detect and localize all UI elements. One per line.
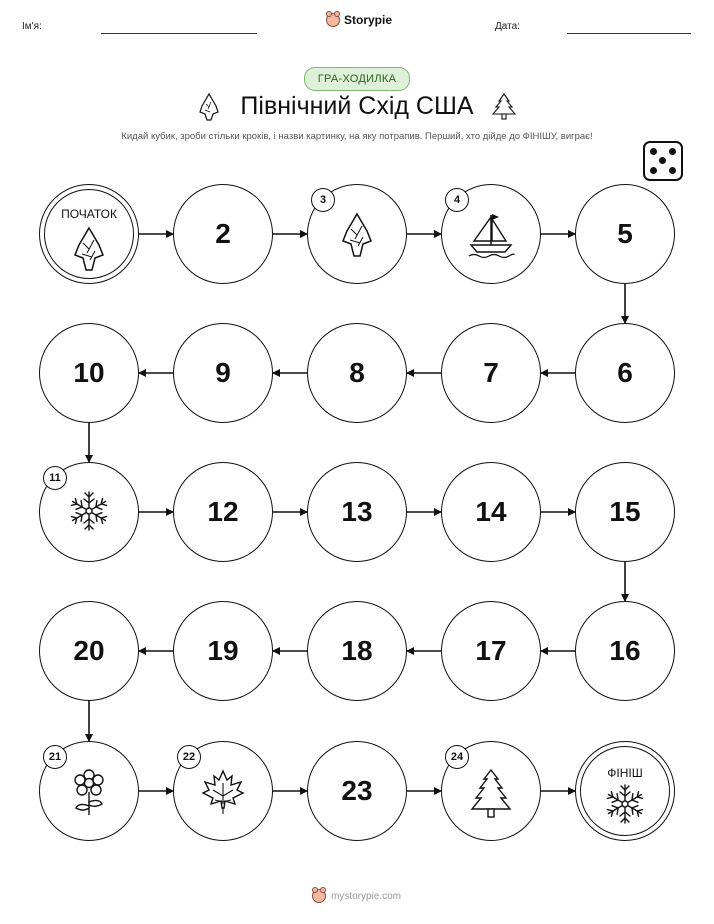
cell-number: 8 — [349, 357, 365, 388]
cell-number: 23 — [341, 775, 373, 806]
cell-number: 9 — [215, 357, 231, 388]
board-cell — [173, 323, 273, 423]
cell-number: 18 — [341, 635, 373, 666]
page-title: Північний Схід США — [240, 92, 474, 120]
footer — [312, 889, 401, 903]
date-label: Дата: — [495, 21, 520, 32]
cell-number: 20 — [73, 635, 105, 666]
cell-number: 12 — [207, 496, 239, 527]
cell-number-badge: 22 — [177, 745, 201, 769]
board-cell — [575, 601, 675, 701]
cell-label: ПОЧАТОК — [61, 207, 117, 221]
cell-number: 16 — [609, 635, 641, 666]
arrowhead-icon — [336, 211, 378, 264]
board-cell — [39, 184, 139, 284]
game-type-badge: ГРА-ХОДИЛКА — [304, 67, 410, 91]
name-label: Ім'я: — [22, 21, 42, 32]
snowflake-icon — [67, 489, 111, 538]
sailboat-icon — [466, 211, 516, 266]
board-cell — [307, 601, 407, 701]
board-cell — [441, 323, 541, 423]
cell-number: 2 — [215, 218, 231, 249]
board-cell — [173, 462, 273, 562]
board-cell — [575, 462, 675, 562]
snowflake-icon — [603, 782, 647, 831]
cell-number: 13 — [341, 496, 373, 527]
cell-number: 6 — [617, 357, 633, 388]
brand-name: Storypie — [344, 13, 393, 27]
cell-number: 5 — [617, 218, 633, 249]
maple-leaf-icon — [200, 768, 246, 821]
board-cell — [575, 323, 675, 423]
board-cell — [441, 601, 541, 701]
board-cell — [307, 741, 407, 841]
cell-number-badge: 24 — [445, 745, 469, 769]
board-cell — [173, 184, 273, 284]
cell-number: 15 — [609, 496, 641, 527]
board-cell — [39, 323, 139, 423]
board-cell — [173, 601, 273, 701]
cell-number-badge: 11 — [43, 466, 67, 490]
cell-number: 10 — [73, 357, 105, 388]
board-cell — [441, 462, 541, 562]
footer-url[interactable]: mystorypie.com — [331, 890, 402, 902]
cell-label: ФІНІШ — [607, 766, 643, 780]
board-cell — [307, 462, 407, 562]
cell-number: 7 — [483, 357, 499, 388]
instructions-text: Кидай кубик, зроби стільки кроків, і назви картинку, на яку потрапив. Перший, хто дійде до ФІНІШУ, виграє! — [121, 131, 593, 142]
cell-number: 14 — [475, 496, 507, 527]
cell-number-badge: 3 — [311, 188, 335, 212]
board-cell — [575, 184, 675, 284]
mascot-icon — [312, 889, 326, 903]
board-cell — [39, 601, 139, 701]
cell-number-badge: 21 — [43, 745, 67, 769]
board-cell — [307, 323, 407, 423]
cell-number: 17 — [475, 635, 507, 666]
cell-number: 19 — [207, 635, 239, 666]
board-cell — [575, 741, 675, 841]
pine-tree-icon — [469, 768, 513, 825]
arrowhead-icon — [68, 225, 110, 278]
cell-number-badge: 4 — [445, 188, 469, 212]
flower-icon — [68, 768, 110, 823]
